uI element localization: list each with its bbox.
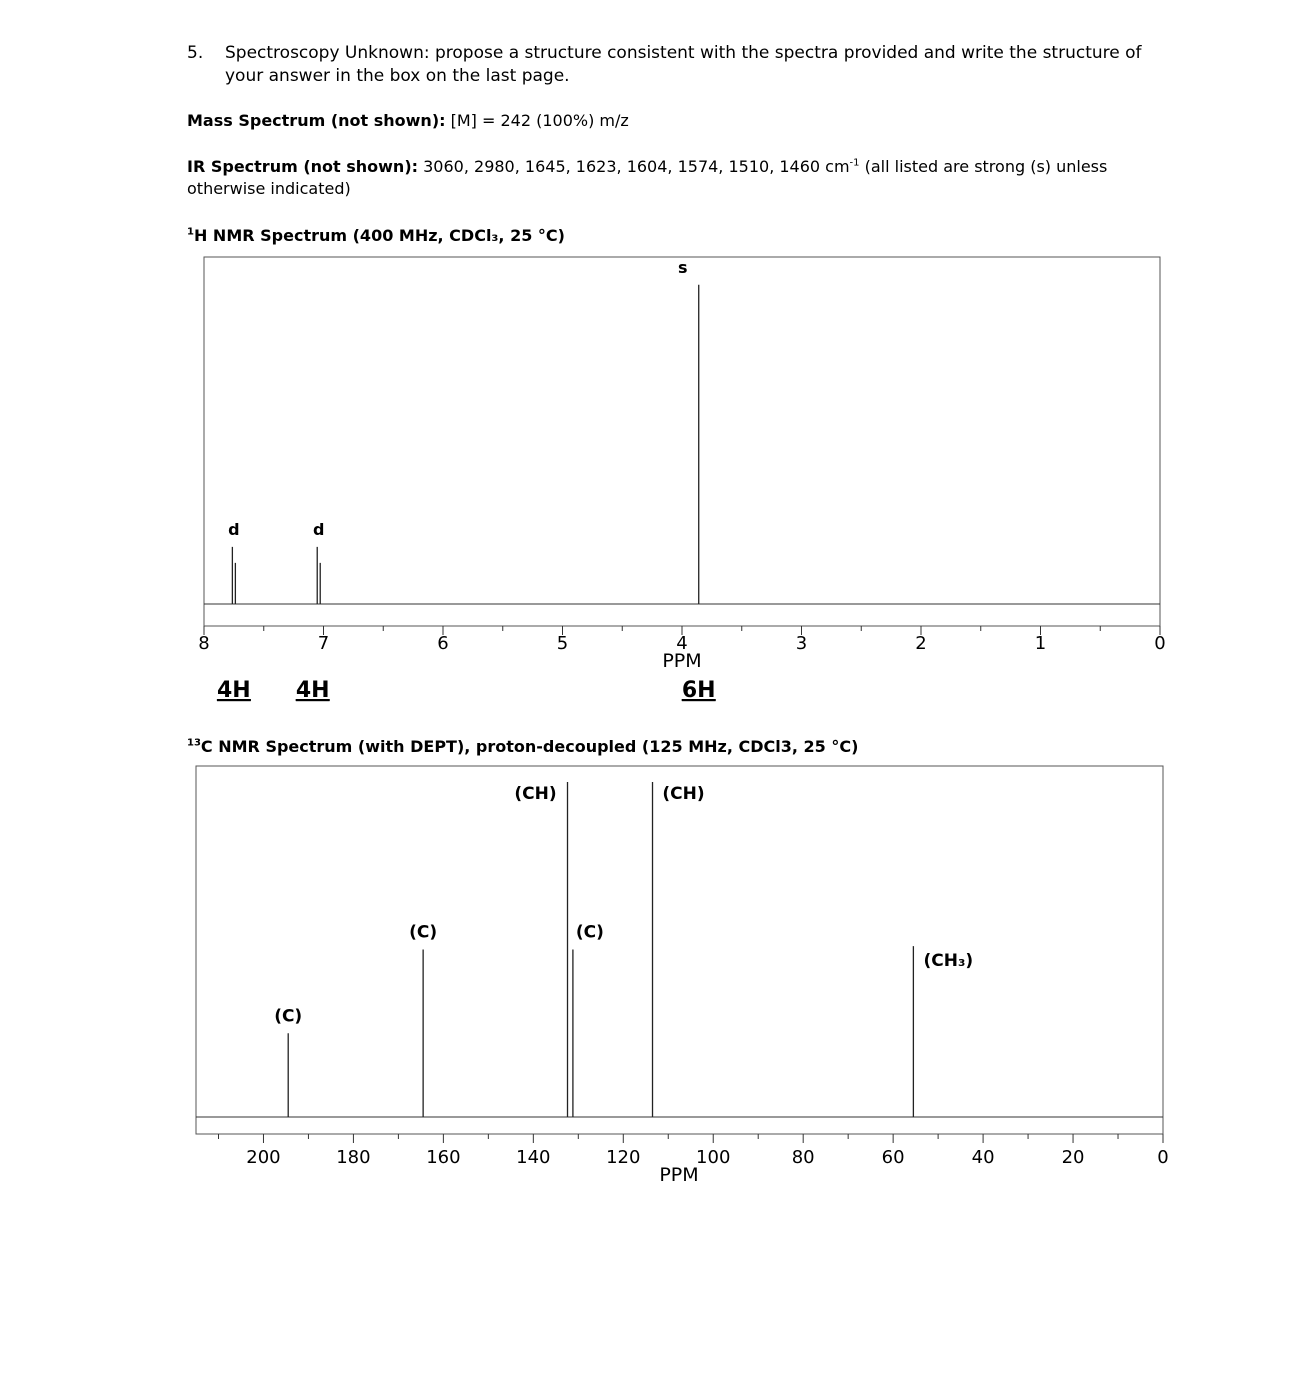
c-tick-label: 60 [881, 1147, 905, 1168]
question-number: 5. [187, 43, 204, 63]
h-peak-multiplicity: d [228, 519, 240, 539]
ir-unit-superscript: -1 [849, 157, 860, 169]
h-tick-label: 6 [437, 633, 449, 654]
h-peak-multiplicity: s [677, 257, 688, 277]
c-tick-label: 160 [426, 1147, 461, 1168]
mass-spectrum-value: [M] = 242 (100%) m/z [450, 111, 629, 130]
c-tick-label: 180 [336, 1147, 371, 1168]
h-peak-integration: 4H [295, 678, 330, 703]
h-nmr-title-sup: 1 [187, 226, 194, 238]
mass-spectrum-label: Mass Spectrum (not shown): [187, 111, 446, 130]
h-peak-integration: 6H [681, 678, 716, 703]
c-nmr-title-text: C NMR Spectrum (with DEPT), proton-decoupled (125 MHz, CDCl3, 25 °C) [200, 737, 859, 756]
c-x-axis-label: PPM [659, 1164, 699, 1186]
c-tick-label: 200 [246, 1147, 281, 1168]
c-peak-dept-label: (CH) [662, 784, 705, 804]
c-peak-dept-label: (C) [409, 922, 438, 943]
h-tick-label: 4 [676, 633, 688, 654]
c-peak-dept-label: (C) [274, 1006, 303, 1027]
h-nmr-title-text: H NMR Spectrum (400 MHz, CDCl₃, 25 °C) [193, 226, 565, 245]
h-tick-label: 0 [1154, 633, 1166, 654]
h-peak-integration: 4H [217, 678, 251, 703]
h-tick-label: 7 [317, 633, 330, 654]
h-tick-label: 5 [556, 633, 569, 654]
c-peak-dept-label: (C) [575, 922, 604, 943]
c-tick-label: 140 [516, 1147, 551, 1168]
c-peak-dept-label: (CH) [514, 784, 557, 804]
c-tick-label: 0 [1157, 1147, 1169, 1168]
c-tick-label: 80 [791, 1147, 815, 1168]
ir-spectrum-values: 3060, 2980, 1645, 1623, 1604, 1574, 1510, 1460 cm [423, 157, 850, 176]
h-peak-multiplicity: d [312, 519, 325, 539]
ir-spectrum-label: IR Spectrum (not shown): [187, 157, 419, 176]
h-tick-label: 3 [795, 633, 808, 654]
c-nmr-title-sup: 13 [187, 737, 201, 749]
c-tick-label: 20 [1061, 1147, 1085, 1168]
c-plot-frame [196, 766, 1163, 1134]
ir-spectrum-note: (all listed are strong (s) unless otherwise indicated) [187, 157, 1108, 198]
c-peak-dept-label: (CH₃) [923, 951, 974, 971]
h-tick-label: 1 [1034, 633, 1047, 654]
h-x-axis-label: PPM [662, 650, 702, 672]
c-tick-label: 40 [971, 1147, 995, 1168]
c-tick-label: 100 [696, 1147, 731, 1168]
c-tick-label: 120 [606, 1147, 641, 1168]
question-text: Spectroscopy Unknown: propose a structure consistent with the spectra provided and write the structure of your answer in the box on the last page. [225, 43, 1142, 86]
h-tick-label: 8 [198, 633, 210, 654]
h-tick-label: 2 [915, 633, 927, 654]
